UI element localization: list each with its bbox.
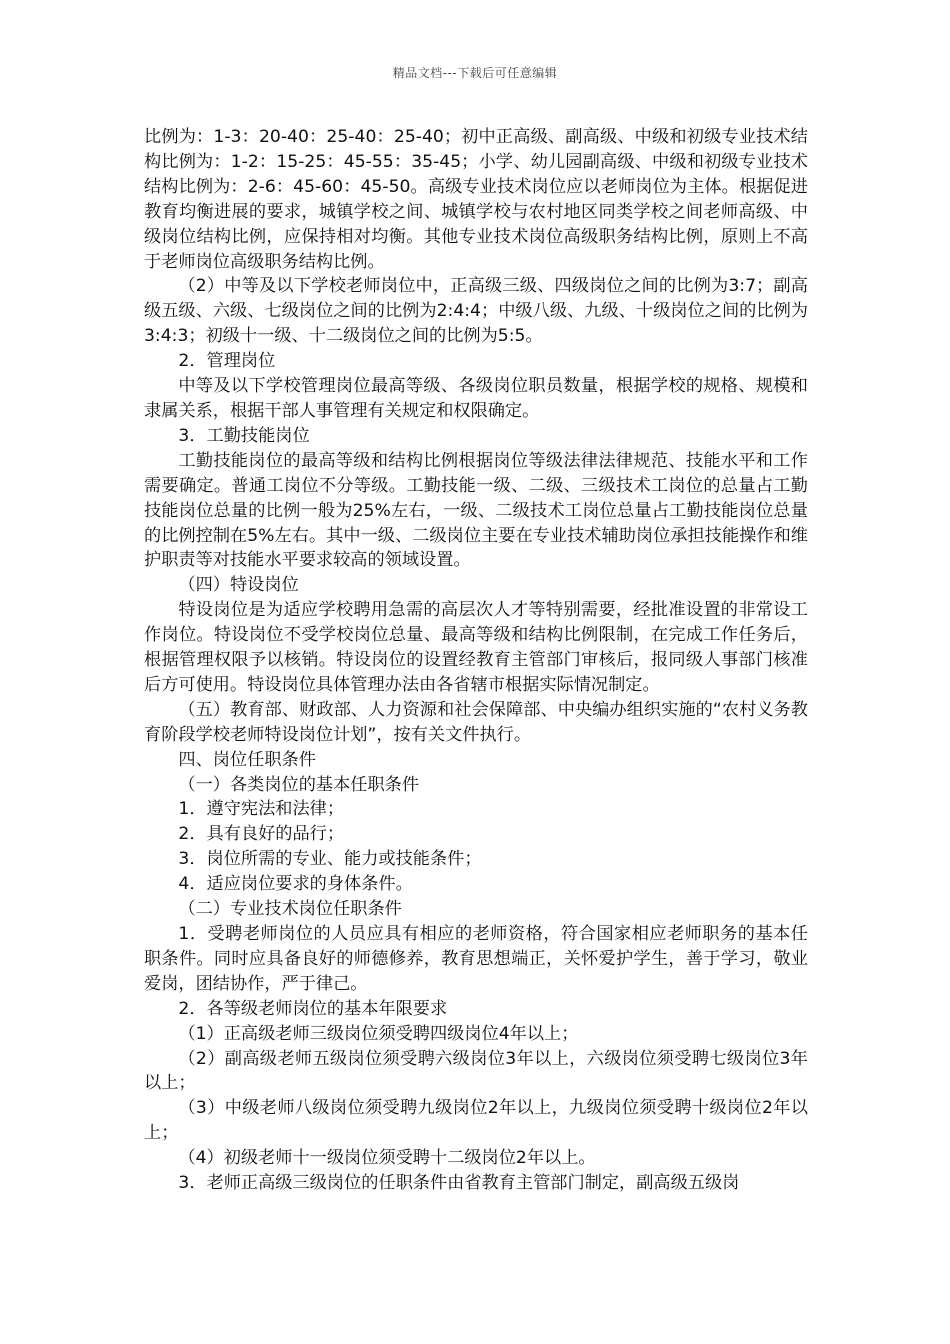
paragraph: 2．具有良好的品行；	[178, 824, 345, 845]
page-header: 精品文档---下载后可任意编辑	[392, 66, 558, 80]
paragraph: 3．岗位所需的专业、能力或技能条件；	[178, 849, 482, 870]
paragraph: （2）副高级老师五级岗位须受聘六级岗位3年以上，六级岗位须受聘七级岗位3年以上；	[144, 1048, 808, 1094]
paragraph: 4．适应岗位要求的身体条件。	[178, 874, 413, 895]
paragraph: 2．管理岗位	[178, 351, 276, 372]
paragraph: 3．工勤技能岗位	[178, 425, 310, 446]
document-body	[144, 125, 808, 1196]
paragraph: 比例为：1-3：20-40：25-40：25-40；初中正高级、副高级、中级和初级专业技术结构比例为：1-2：15-25：45-55：35-45；小学、幼儿园副高级、中级和初级专业技术结构比例为：2-6：45-60：45-50。高级专业技术岗位应以老师岗位为主体。根据促进教育均衡进展的要求，城镇学校之间、城镇学校与农村地区同类学校之间老师高级、中级岗位结构比例，应保持相对均衡。其他专业技术岗位高级职务结构比例，原则上不高于老师岗位高级职务结构比例。	[144, 127, 808, 272]
paragraph: （4）初级老师十一级岗位须受聘十二级岗位2年以上。	[178, 1148, 596, 1169]
paragraph: （五）教育部、财政部、人力资源和社会保障部、中央编办组织实施的“农村义务教育阶段学校老师特设岗位计划”，按有关文件执行。	[144, 699, 808, 745]
paragraph: （3）中级老师八级岗位须受聘九级岗位2年以上，九级岗位须受聘十级岗位2年以上；	[144, 1098, 808, 1144]
paragraph: （二）专业技术岗位任职条件	[178, 899, 402, 920]
paragraph: 2．各等级老师岗位的基本年限要求	[178, 998, 448, 1019]
paragraph: 1．受聘老师岗位的人员应具有相应的老师资格，符合国家相应老师职务的基本任职条件。同时应具备良好的师德修养，教育思想端正，关怀爱护学生，善于学习，敬业爱岗，团结协作，严于律己。	[144, 924, 808, 994]
paragraph: （2）中等及以下学校老师岗位中，正高级三级、四级岗位之间的比例为3:7；副高级五级、六级、七级岗位之间的比例为2:4:4；中级八级、九级、十级岗位之间的比例为3:4:3；初级十一级、十二级岗位之间的比例为5:5。	[144, 276, 808, 347]
paragraph: 特设岗位是为适应学校聘用急需的高层次人才等特别需要，经批准设置的非常设工作岗位。特设岗位不受学校岗位总量、最高等级和结构比例限制，在完成工作任务后，根据管理权限予以核销。特设岗位的设置经教育主管部门审核后，报同级人事部门核准后方可使用。特设岗位具体管理办法由各省辖市根据实际情况制定。	[144, 600, 808, 695]
paragraph: 中等及以下学校管理岗位最高等级、各级岗位职员数量，根据学校的规格、规模和隶属关系，根据干部人事管理有关规定和权限确定。	[144, 376, 808, 421]
paragraph: 四、岗位任职条件	[178, 749, 316, 770]
paragraph: （四）特设岗位	[178, 575, 299, 596]
paragraph: 3．老师正高级三级岗位的任职条件由省教育主管部门制定，副高级五级岗	[178, 1173, 740, 1194]
paragraph: 1．遵守宪法和法律；	[178, 799, 345, 820]
paragraph: （一）各类岗位的基本任职条件	[178, 774, 420, 795]
paragraph: 工勤技能岗位的最高等级和结构比例根据岗位等级法律法律规范、技能水平和工作需要确定。普通工岗位不分等级。工勤技能一级、二级、三级技术工岗位的总量占工勤技能岗位总量的比例一般为25%左右，一级、二级技术工岗位总量占工勤技能岗位总量的比例控制在5%左右。其中一级、二级岗位主要在专业技术辅助岗位承担技能操作和维护职责等对技能水平要求较高的领域设置。	[144, 450, 808, 571]
paragraph: （1）正高级老师三级岗位须受聘四级岗位4年以上；	[178, 1023, 579, 1044]
